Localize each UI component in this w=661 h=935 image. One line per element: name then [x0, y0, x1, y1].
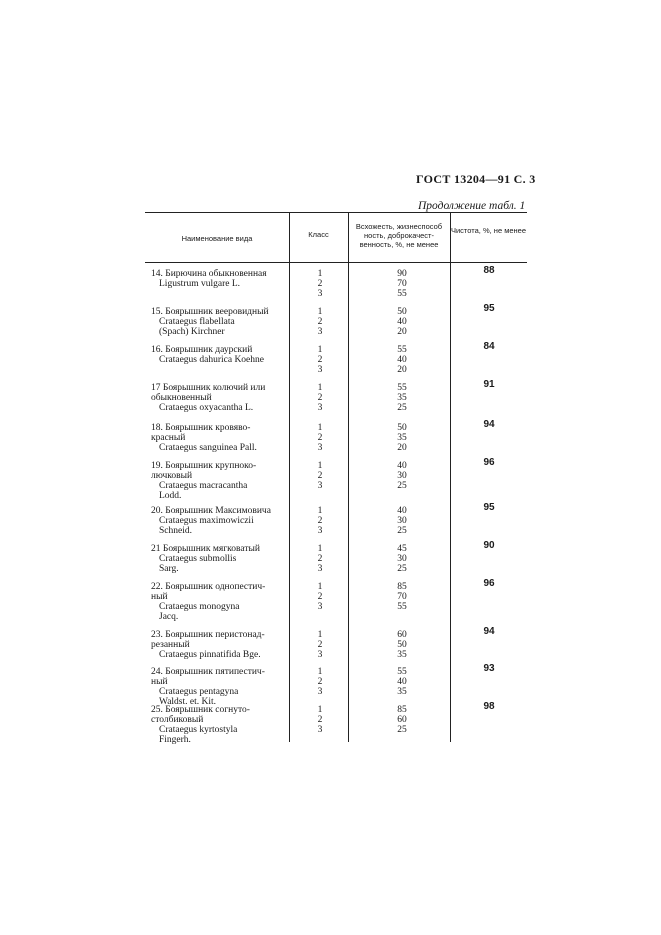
class-values — [315, 269, 325, 299]
purity-value: 96 — [483, 457, 495, 468]
species-name — [151, 269, 289, 289]
germination-value: 50 — [397, 423, 407, 433]
germination-values — [391, 544, 413, 574]
species-latin-name: Crataegus kyrtostyla — [159, 725, 238, 735]
class-values — [315, 705, 325, 735]
germination-value: 35 — [397, 687, 407, 697]
class-values — [315, 461, 325, 491]
germination-value: 90 — [397, 269, 407, 279]
class-value: 1 — [317, 667, 323, 677]
species-name — [151, 630, 289, 660]
germination-value: 40 — [397, 506, 407, 516]
germination-values — [391, 383, 413, 413]
purity-value: 95 — [483, 502, 495, 513]
class-value: 1 — [317, 383, 323, 393]
germination-value: 35 — [397, 650, 407, 660]
purity-value: 90 — [483, 540, 495, 551]
species-name — [151, 461, 289, 501]
class-value: 3 — [317, 564, 323, 574]
purity-value: 94 — [483, 626, 495, 637]
class-value: 3 — [317, 403, 323, 413]
species-latin-name: Crataegus dahurica Koehne — [159, 355, 264, 365]
class-value: 1 — [317, 705, 323, 715]
species-common-name: лючковый — [151, 471, 193, 481]
purity-value: 84 — [483, 341, 495, 352]
species-latin-name: Crataegus pentagyna — [159, 687, 239, 697]
germination-value: 45 — [397, 544, 407, 554]
species-latin-name: Crataegus flabellata — [159, 317, 235, 327]
class-value: 1 — [317, 307, 323, 317]
species-common-name: 25. Боярышник согнуто- — [151, 705, 250, 715]
species-latin-name: Crataegus maximowiczii — [159, 516, 254, 526]
class-value: 2 — [317, 355, 323, 365]
germination-values — [391, 269, 413, 299]
class-value: 2 — [317, 393, 323, 403]
class-value: 3 — [317, 650, 323, 660]
germination-value: 40 — [397, 317, 407, 327]
column-divider — [450, 212, 451, 742]
species-latin-name: (Spach) Kirchner — [159, 327, 225, 337]
germination-value: 50 — [397, 307, 407, 317]
page-header-doc-ref: ГОСТ 13204—91 С. 3 — [416, 172, 536, 186]
germination-value: 40 — [397, 677, 407, 687]
table-header-rule — [145, 262, 527, 263]
species-common-name: 19. Боярышник крупноко- — [151, 461, 257, 471]
class-value: 2 — [317, 592, 323, 602]
species-name — [151, 307, 289, 337]
class-value: 3 — [317, 481, 323, 491]
germination-values — [391, 506, 413, 536]
class-value: 2 — [317, 317, 323, 327]
class-value: 3 — [317, 526, 323, 536]
germination-value: 35 — [397, 393, 407, 403]
species-latin-name: Crataegus oxyacantha L. — [159, 403, 254, 413]
class-values — [315, 383, 325, 413]
germination-value: 70 — [397, 592, 407, 602]
species-latin-name: Sarg. — [159, 564, 179, 574]
class-values — [315, 423, 325, 453]
germination-value: 55 — [397, 345, 407, 355]
class-value: 2 — [317, 279, 323, 289]
table-continuation-caption: Продолжение табл. 1 — [418, 200, 526, 212]
germination-value: 25 — [397, 403, 407, 413]
germination-values — [391, 582, 413, 612]
table-top-rule — [145, 212, 527, 213]
class-values — [315, 544, 325, 574]
class-value: 2 — [317, 554, 323, 564]
class-value: 1 — [317, 345, 323, 355]
germination-value: 55 — [397, 667, 407, 677]
germination-value: 55 — [397, 383, 407, 393]
germination-value: 25 — [397, 481, 407, 491]
class-value: 2 — [317, 715, 323, 725]
species-common-name: ный — [151, 677, 168, 687]
class-values — [315, 630, 325, 660]
class-values — [315, 582, 325, 612]
germination-values — [391, 705, 413, 735]
germination-value: 25 — [397, 526, 407, 536]
germination-value: 40 — [397, 355, 407, 365]
species-latin-name: Crataegus macracantha — [159, 481, 248, 491]
species-name — [151, 705, 289, 745]
species-latin-name: Jacq. — [159, 612, 179, 622]
class-value: 2 — [317, 677, 323, 687]
column-header-purity: Чистота, %, не менее — [450, 226, 527, 235]
germination-value: 20 — [397, 443, 407, 453]
class-value: 2 — [317, 433, 323, 443]
germination-values — [391, 667, 413, 697]
class-value: 3 — [317, 365, 323, 375]
species-common-name: 21 Боярышник мягковатый — [151, 544, 260, 554]
purity-value: 96 — [483, 578, 495, 589]
class-value: 3 — [317, 327, 323, 337]
germination-value: 85 — [397, 582, 407, 592]
species-latin-name: Schneid. — [159, 526, 192, 536]
germination-value: 70 — [397, 279, 407, 289]
species-name — [151, 582, 289, 622]
class-value: 3 — [317, 725, 323, 735]
purity-value: 94 — [483, 419, 495, 430]
column-header-name: Наименование вида — [181, 234, 253, 243]
species-common-name: 17 Боярышник колючий или — [151, 383, 266, 393]
germination-value: 85 — [397, 705, 407, 715]
species-common-name: 22. Боярышник однопестич- — [151, 582, 266, 592]
species-name — [151, 667, 289, 707]
class-value: 1 — [317, 544, 323, 554]
class-values — [315, 345, 325, 375]
germination-value: 20 — [397, 365, 407, 375]
germination-values — [391, 461, 413, 491]
germination-value: 25 — [397, 564, 407, 574]
species-latin-name: Lodd. — [159, 491, 182, 501]
species-common-name: обыкновенный — [151, 393, 212, 403]
species-name — [151, 383, 289, 413]
species-latin-name: Crataegus submollis — [159, 554, 237, 564]
species-latin-name: Crataegus monogyna — [159, 602, 240, 612]
class-value: 3 — [317, 289, 323, 299]
germination-value: 30 — [397, 554, 407, 564]
species-common-name: 16. Боярышник даурский — [151, 345, 253, 355]
species-common-name: резанный — [151, 640, 190, 650]
purity-value: 95 — [483, 303, 495, 314]
class-value: 3 — [317, 602, 323, 612]
germination-value: 20 — [397, 327, 407, 337]
germination-values — [391, 345, 413, 375]
column-header-class: Класс — [308, 230, 329, 239]
species-common-name: 18. Боярышник кровяво- — [151, 423, 251, 433]
species-name — [151, 544, 289, 574]
species-latin-name: Ligustrum vulgare L. — [159, 279, 240, 289]
class-value: 1 — [317, 506, 323, 516]
class-value: 2 — [317, 640, 323, 650]
class-value: 3 — [317, 687, 323, 697]
germination-value: 30 — [397, 516, 407, 526]
class-value: 1 — [317, 582, 323, 592]
species-latin-name: Crataegus pinnatifida Bge. — [159, 650, 261, 660]
class-value: 1 — [317, 461, 323, 471]
class-value: 1 — [317, 423, 323, 433]
class-values — [315, 667, 325, 697]
species-common-name: 23. Боярышник перистонад- — [151, 630, 265, 640]
class-values — [315, 307, 325, 337]
germination-value: 35 — [397, 433, 407, 443]
species-common-name: ный — [151, 592, 168, 602]
germination-value: 50 — [397, 640, 407, 650]
class-values — [315, 506, 325, 536]
species-common-name: 14. Бирючина обыкновенная — [151, 269, 267, 279]
species-common-name: 24. Боярышник пятипестич- — [151, 667, 265, 677]
species-common-name: 15. Боярышник вееровидный — [151, 307, 269, 317]
class-value: 2 — [317, 516, 323, 526]
germination-value: 60 — [397, 630, 407, 640]
column-header-germination: Всхожесть, жизнеспособ ность, доброкачест- венность, %, не менее — [355, 222, 443, 249]
species-latin-name: Crataegus sanguinea Pall. — [159, 443, 257, 453]
purity-value: 88 — [483, 265, 495, 276]
class-value: 3 — [317, 443, 323, 453]
species-name — [151, 423, 289, 453]
germination-values — [391, 423, 413, 453]
germination-value: 55 — [397, 289, 407, 299]
column-divider — [289, 212, 290, 742]
column-divider — [348, 212, 349, 742]
class-value: 2 — [317, 471, 323, 481]
species-latin-name: Fingerh. — [159, 735, 191, 745]
species-name — [151, 506, 289, 536]
purity-value: 91 — [483, 379, 495, 390]
germination-value: 25 — [397, 725, 407, 735]
species-latin-name: Waldst. et. Kit. — [159, 697, 217, 707]
class-value: 1 — [317, 630, 323, 640]
germination-value: 30 — [397, 471, 407, 481]
germination-value: 40 — [397, 461, 407, 471]
species-name — [151, 345, 289, 365]
species-common-name: 20. Боярышник Максимовича — [151, 506, 271, 516]
species-common-name: столбиковый — [151, 715, 204, 725]
class-value: 1 — [317, 269, 323, 279]
purity-value: 93 — [483, 663, 495, 674]
germination-values — [391, 307, 413, 337]
species-common-name: красный — [151, 433, 186, 443]
germination-value: 60 — [397, 715, 407, 725]
germination-values — [391, 630, 413, 660]
germination-value: 55 — [397, 602, 407, 612]
seed-quality-table — [145, 212, 527, 745]
purity-value: 98 — [483, 701, 495, 712]
